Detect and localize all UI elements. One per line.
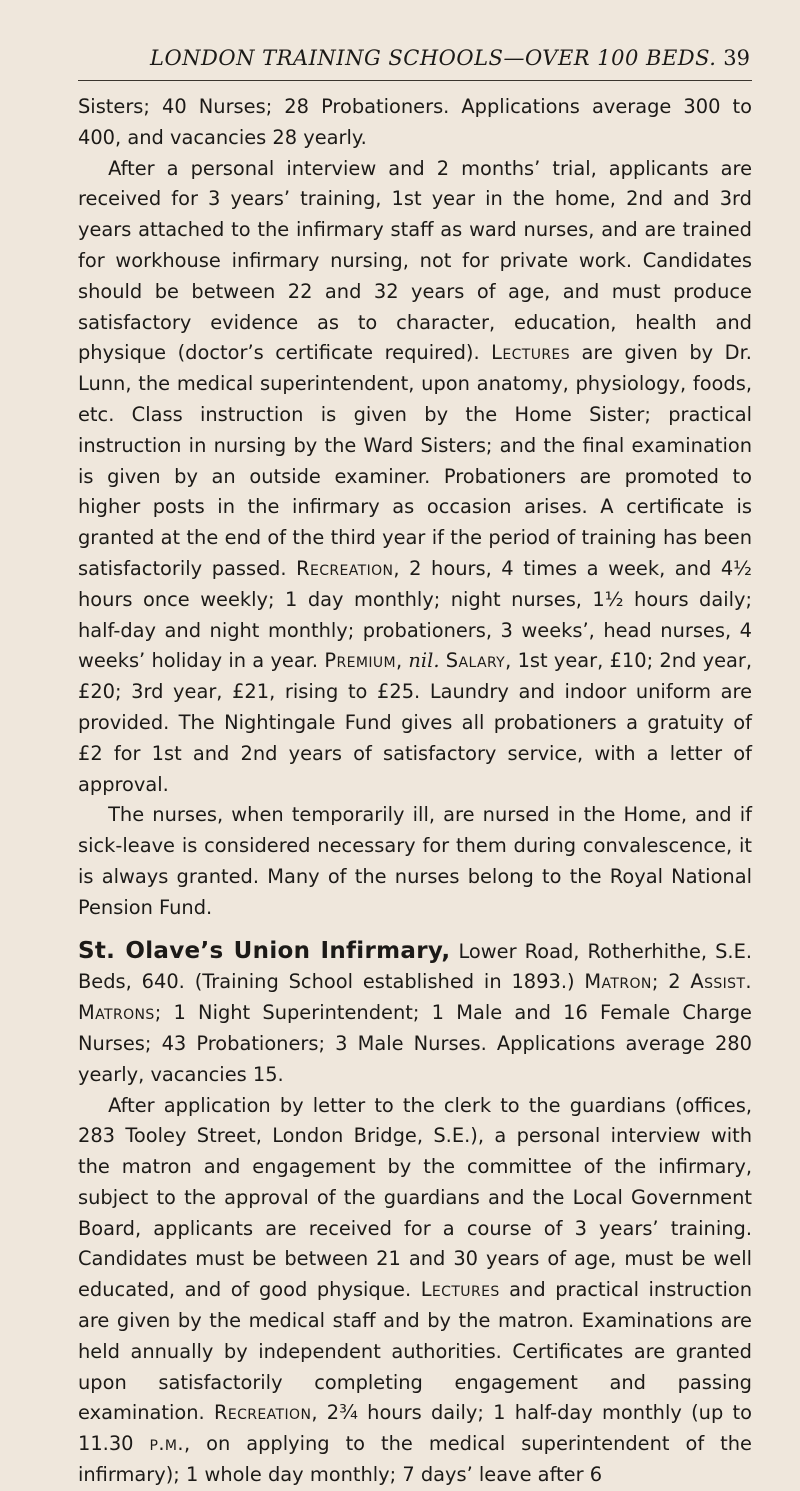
institution-text-2: ; 2 [651,970,681,994]
application-text-3: , 2¾ hours daily; 1 half-day monthly (up to 11.30 [78,1401,752,1456]
institution-entry [78,936,752,1091]
institution-text-3: ; 1 Night Superintendent; 1 Male and 16 Female Charge Nurses; 43 Probationers; 3 Male Nurses. Applications average 280 yearly, vacancies 15. [78,1001,752,1086]
training-terms-text-1: After a personal interview and 2 months’ trial, applicants are received for 3 years’ training, 1st year in the home, 2nd and 3rd years attached to the infirmary staff as ward nurses, and are trained for workhouse infirmary nursing, not for private work. Candidates should be between 22 and 32 years of age, and must produce satisfactory evidence as to character, education, health and physique (doctor’s certificate required). [78,156,752,365]
body-text [78,92,752,1491]
premium-separator: , [395,649,409,673]
application-text-2: and practical instruction are given by the medical staff and by the matron. Examinations are held annually by independent authorities. Certificates are granted upon satisfactorily completing engagement and passing examination. [78,1278,752,1425]
recreation-heading: Recreation [296,556,394,580]
pm-abbrev: p.m. [149,1432,184,1456]
paragraph-sick-leave: The nurses, when temporarily ill, are nursed in the Home, and if sick-leave is considered necessary for them during convalescence, it is always granted. Many of the nurses belong to the Royal National Pension Fund. [78,803,752,919]
paragraph-application-terms [78,1091,752,1491]
paragraph-training-terms [78,154,752,801]
training-terms-text-3: , 2 hours, 4 times a week, and 4½ hours once weekly; 1 day monthly; night nurses, 1½ hours daily; half-day and night monthly; probationers, 3 weeks’, head nurses, 4 weeks’ holiday in a year. [78,556,752,673]
institution-name: St. Olave’s Union Infirmary, [78,937,451,964]
premium-heading: Premium [324,649,396,673]
lectures-heading-2: Lectures [420,1278,500,1302]
recreation-heading-2: Recreation [213,1401,312,1425]
assist-matrons-heading: Assist. Matrons [78,970,752,1025]
page-number: 39 [723,46,750,70]
header-rule [78,80,752,81]
matron-heading: Matron [584,970,652,994]
institution-text-1: Lower Road, Rotherhithe, S.E. Beds, 640. (Training School established in 1893.) [78,939,753,994]
application-text-1: After application by letter to the clerk to the guardians (offices, 283 Tooley Street, London Bridge, S.E.), a personal interview with the matron and engagement by the committee of the infirmary, subject to the approval of the guardians and the Local Government Board, applicants are received for a course of 3 years’ training. Candidates must be between 21 and 30 years of age, must be well educated, and of good physique. [78,1093,752,1302]
lectures-heading: Lectures [491,341,571,365]
training-terms-text-4: , 1st year, £10; 2nd year, £20; 3rd year, £21, rising to £25. Laundry and indoor uniform are provided. The Nightingale Fund gives all probationers a gratuity of £2 for 1st and 2nd years of satisfactory service, with a letter of approval. [78,649,753,796]
application-text-4: , on applying to the medical superintendent of the infirmary); 1 whole day monthly; 7 days’ leave after 6 [78,1432,752,1487]
salary-heading: Salary [445,649,506,673]
training-terms-text-2: are given by Dr. Lunn, the medical superintendent, upon anatomy, physiology, foods, etc. Class instruction is given by the Home Sister; practical instruction in nursing by the Ward Sisters; and the final examination is given by an outside examiner. Probationers are promoted to higher posts in the infirmary as occasion arises. A certificate is granted at the end of the third year if the period of training has been satisfactorily passed. [78,341,752,580]
premium-value: nil. [408,649,440,673]
running-title: LONDON TRAINING SCHOOLS—OVER 100 BEDS. [150,46,717,70]
paragraph-staff-summary: Sisters; 40 Nurses; 28 Probationers. Applications average 300 to 400, and vacancies 28 yearly. [78,95,752,149]
